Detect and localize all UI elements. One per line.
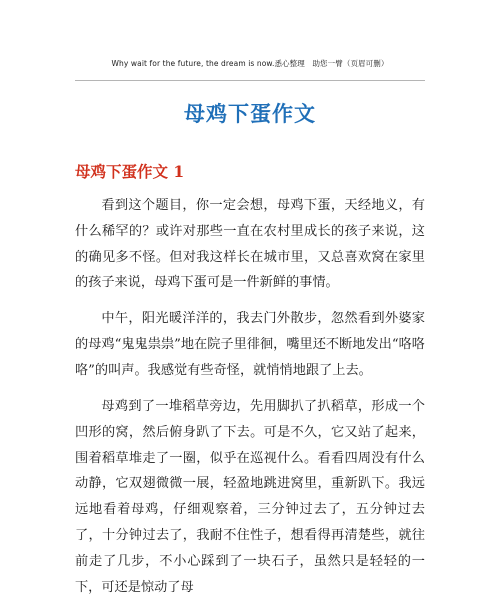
paragraph: 母鸡到了一堆稻草旁边，先用脚扒了扒稻草，形成一个凹形的窝，然后俯身趴了下去。可是不久，它又站了起来，围着稻草堆走了一圈，似乎在巡视什么。看看四周没有什么动静，它双翅微微一展，轻盈地跳进窝里，重新趴下。我远远地看着母鸡，仔细观察着，三分钟过去了，五分钟过去了，十分钟过去了，我耐不住性子，想看得再清楚些，就往前走了几步，不小心踩到了一块石子，虽然只是轻轻的一下，可还是惊动了母 <box>75 398 425 595</box>
document-title: 母鸡下蛋作文 <box>184 102 316 126</box>
document-body <box>75 193 425 611</box>
header-divider <box>75 80 425 81</box>
section-heading: 母鸡下蛋作文 1 <box>75 162 185 181</box>
paragraph: 看到这个题目，你一定会想，母鸡下蛋，天经地义，有什么稀罕的？或许对那些一直在农村里成长的孩子来说，这的确见多不怪。但对我这样长在城市里，又总喜欢窝在家里的孩子来说，母鸡下蛋可是一件新鲜的事情。 <box>75 198 425 291</box>
paragraph: 中午，阳光暖洋洋的，我去门外散步，忽然看到外婆家的母鸡“鬼鬼祟祟”地在院子里徘徊，嘴里还不断地发出“咯咯咯”的叫声。我感觉有些奇怪，就悄悄地跟了上去。 <box>75 311 425 378</box>
page-header: Why wait for the future, the dream is now.悉心整理 助您一臂（页眉可删） <box>111 59 389 68</box>
